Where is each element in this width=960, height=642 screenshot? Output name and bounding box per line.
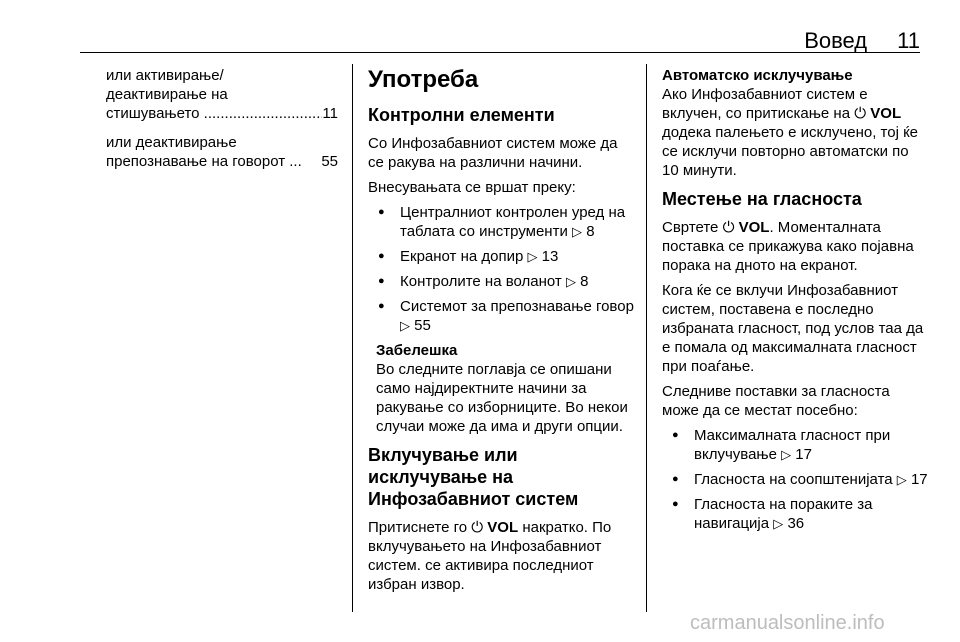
note-text: Во следните поглавја се опишани само најдиректните начини за ракување со изборниците. Во некои случаи може да има и други опции. (376, 361, 628, 435)
section-heading: Контролни елементи (368, 105, 555, 125)
list-item: ● Централниот контролен уред на таблата со инструменти ▷ 8 (368, 203, 634, 241)
page-ref-arrow-icon: ▷ (400, 318, 410, 333)
paragraph: Притиснете го ⏻ VOL накратко. По вклучувањето на Инфозабавниот систем. се активира последниот избран извор. (368, 519, 612, 593)
toc-entry (106, 66, 338, 123)
page-ref[interactable]: 8 (580, 273, 589, 290)
controls-list (368, 203, 634, 335)
toc-line: или активирање/ (106, 67, 224, 84)
page-number: 11 (897, 28, 920, 53)
page-header (804, 28, 920, 54)
note-box (368, 341, 634, 436)
power-icon: ⏻ (854, 105, 867, 122)
section-heading: Местење на гласноста (662, 189, 862, 209)
page-ref[interactable]: 36 (787, 515, 805, 532)
page-ref-arrow-icon: ▷ (896, 472, 907, 487)
vol-label: VOL (738, 219, 770, 236)
middle-column (368, 66, 634, 600)
page-ref[interactable]: 17 (795, 446, 812, 463)
volume-settings-list (662, 426, 928, 533)
toc-entry (106, 133, 338, 171)
subsection-title: Автоматско исклучување (662, 67, 853, 84)
toc-last-line (106, 152, 338, 171)
page-ref-arrow-icon: ▷ (773, 516, 784, 531)
toc-text: препознавање на говорот ... (106, 153, 302, 170)
page-ref[interactable]: 55 (414, 317, 431, 334)
toc-page[interactable]: 55 (321, 153, 338, 170)
power-icon: ⏻ (471, 519, 484, 536)
toc-page[interactable]: 11 (322, 105, 338, 122)
paragraph: Со Инфозабавниот систем може да се ракува на различни начини. (368, 135, 618, 171)
right-column (662, 66, 928, 539)
toc-text: стишувањето ..... (106, 104, 322, 123)
section-heading: Вклучување или исклучување на Инфозабавниот систем (368, 445, 579, 509)
column-divider-2 (646, 64, 647, 612)
page-ref[interactable]: 17 (910, 471, 928, 488)
paragraph: Свртете ⏻ VOL. Моменталната поставка се прикажува како појавна порака на дното на екранот. (662, 219, 914, 274)
column-divider-1 (352, 64, 353, 612)
list-item: ● Контролите на воланот ▷ 8 (368, 272, 634, 291)
left-column (106, 66, 338, 181)
toc-last-line (106, 104, 338, 123)
list-item: ● Гласноста на пораките за навигација ▷ 36 (662, 495, 928, 533)
note-title: Забелешка (376, 342, 458, 359)
list-item: ● Гласноста на соопштенијата ▷ 17 (662, 470, 928, 489)
paragraph: Ако Инфозабавниот систем е вклучен, со притискање на ⏻ VOL додека палењето е исклучено, тој ќе се исклучи повторно автоматски по 10 минути. (662, 86, 919, 179)
vol-label: VOL (487, 519, 519, 536)
page-ref-arrow-icon: ▷ (565, 274, 576, 289)
paragraph: Внесувањата се вршат преку: (368, 179, 576, 196)
page-ref[interactable]: 8 (586, 223, 595, 240)
page-ref-arrow-icon: ▷ (781, 447, 792, 462)
page-ref[interactable]: 13 (541, 248, 559, 265)
list-item: ● Екранот на допир ▷ 13 (368, 247, 634, 266)
list-item: ● Максималната гласност при вклучување ▷ 17 (662, 426, 928, 464)
vol-label: VOL (870, 105, 902, 122)
page-ref-arrow-icon: ▷ (527, 249, 538, 264)
list-item: ● Системот за препознавање говор ▷ 55 (368, 297, 634, 335)
power-icon: ⏻ (722, 219, 735, 236)
toc-line: или деактивирање (106, 134, 237, 151)
paragraph: Кога ќе се вклучи Инфозабавниот систем, поставена е последно избраната гласност, под услов таа да е помала од максималната гласност при поаѓање. (662, 282, 924, 375)
section-title: Вовед (804, 28, 868, 53)
watermark: carmanualsonline.info (690, 612, 885, 634)
chapter-title: Употреба (368, 66, 479, 93)
header-rule (80, 52, 920, 53)
page-ref-arrow-icon: ▷ (572, 224, 583, 239)
toc-line: деактивирање на (106, 86, 228, 103)
paragraph: Следниве поставки за гласноста може да се местат посебно: (662, 383, 890, 419)
